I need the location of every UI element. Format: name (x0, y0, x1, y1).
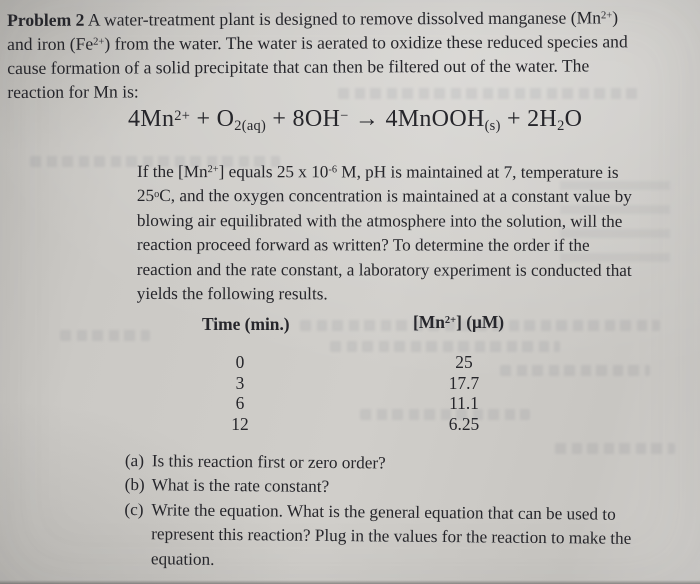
text-segment: ] equals 25 x 10 (218, 162, 329, 182)
text-segment: + O (190, 106, 235, 132)
table-row (170, 352, 487, 373)
superscript: o (154, 188, 160, 200)
bleed-through-artifact (360, 409, 530, 420)
question-text (152, 474, 330, 500)
text-segment: reaction proceed forward as written? To determine the order if the (136, 235, 590, 256)
time-cell: 12 (231, 413, 249, 434)
text-segment: [Mn (413, 312, 445, 332)
bleed-through-artifact (500, 365, 650, 376)
question-label: (b) (124, 475, 145, 495)
text-segment: What is the rate constant? (151, 475, 330, 497)
text-segment: Is this reaction first or zero order? (151, 451, 386, 473)
text-line (137, 184, 632, 209)
bleed-through-artifact (30, 156, 280, 167)
bleed-through-artifact (330, 341, 560, 352)
bleed-through-artifact (560, 172, 670, 262)
problem-details (137, 160, 632, 307)
text-segment: 25 (136, 186, 155, 206)
subscript: 2 (557, 118, 565, 135)
text-segment: reaction and the rate constant, a laboratory experiment is conducted that (136, 259, 632, 280)
text-segment: Write the equation. What is the general equation that can be used to (151, 500, 616, 524)
text-segment: equation. (150, 548, 215, 569)
text-line (7, 5, 697, 32)
concentration-cell: 17.7 (448, 372, 480, 393)
text-segment: + 2H (500, 106, 558, 132)
text-segment: M, pH is maintained at 7, temperature is (336, 162, 619, 182)
reaction-equation (128, 103, 582, 135)
bold-text-segment: Problem 2 (7, 9, 85, 30)
text-segment: If the [Mn (136, 162, 208, 182)
text-segment: Time (min.) (202, 314, 290, 334)
time-cell: 0 (235, 352, 245, 372)
time-cell: 6 (235, 393, 245, 414)
column-header-time (202, 314, 290, 335)
superscript: 2+ (93, 36, 105, 48)
superscript: 2+ (600, 10, 613, 22)
subscript: 2(aq) (234, 118, 267, 135)
text-line (7, 29, 697, 56)
text-line (152, 449, 386, 476)
text-line (137, 258, 632, 283)
text-line (7, 53, 697, 80)
question-label: (a) (124, 450, 145, 471)
text-line (137, 233, 632, 258)
text-segment: yields the following results. (136, 284, 328, 304)
subscript: (s) (484, 118, 501, 135)
text-segment: ] (μM) (456, 312, 505, 332)
text-segment: ) from the water. The water is aerated to oxidize these reduced species and (104, 31, 628, 54)
text-segment: represent this reaction? Plug in the values for the reaction to make the (151, 524, 632, 549)
text-segment: and iron (Fe (7, 33, 94, 54)
page-edge-shadow (0, 580, 700, 584)
text-segment: C, and the oxygen concentration is maintained at a constant value by (159, 186, 632, 207)
text-line (151, 547, 631, 576)
question-text (152, 449, 386, 476)
bleed-through-artifact (338, 88, 643, 99)
text-segment: 4Mn (128, 106, 175, 132)
question-c (124, 498, 632, 576)
text-segment: blowing air equilibrated with the atmosphere into the solution, will the (136, 210, 623, 231)
table-rows (170, 352, 487, 434)
bleed-through-artifact (300, 320, 660, 331)
text-line (151, 522, 631, 551)
concentration-cell: 25 (455, 352, 473, 372)
concentration-cell: 11.1 (449, 393, 479, 414)
text-segment: → 4MnOOH (348, 106, 485, 132)
text-segment: O (564, 106, 583, 132)
text-line (152, 474, 330, 500)
text-line (137, 282, 632, 307)
bleed-through-artifact (555, 443, 675, 454)
text-line (137, 209, 632, 234)
bleed-through-artifact (60, 330, 150, 341)
superscript: 2+ (207, 164, 219, 176)
superscript: − (340, 107, 349, 124)
concentration-cell: 6.25 (448, 413, 480, 434)
text-segment: cause formation of a solid precipitate that can then be filtered out of the water. The (7, 55, 590, 78)
text-segment: ) (612, 7, 619, 28)
question-text (151, 498, 632, 576)
time-cell: 3 (235, 372, 245, 393)
text-segment: + 8OH (266, 106, 341, 132)
text-segment: reaction for Mn is: (7, 81, 139, 102)
table-row (170, 373, 487, 394)
text-segment: A water-treatment plant is designed to remove dissolved manganese (Mn (84, 7, 602, 30)
superscript: 2+ (444, 315, 457, 327)
superscript: -6 (328, 164, 338, 176)
question-label: (c) (124, 499, 144, 519)
question-list (124, 449, 632, 576)
superscript: 2+ (174, 107, 191, 124)
